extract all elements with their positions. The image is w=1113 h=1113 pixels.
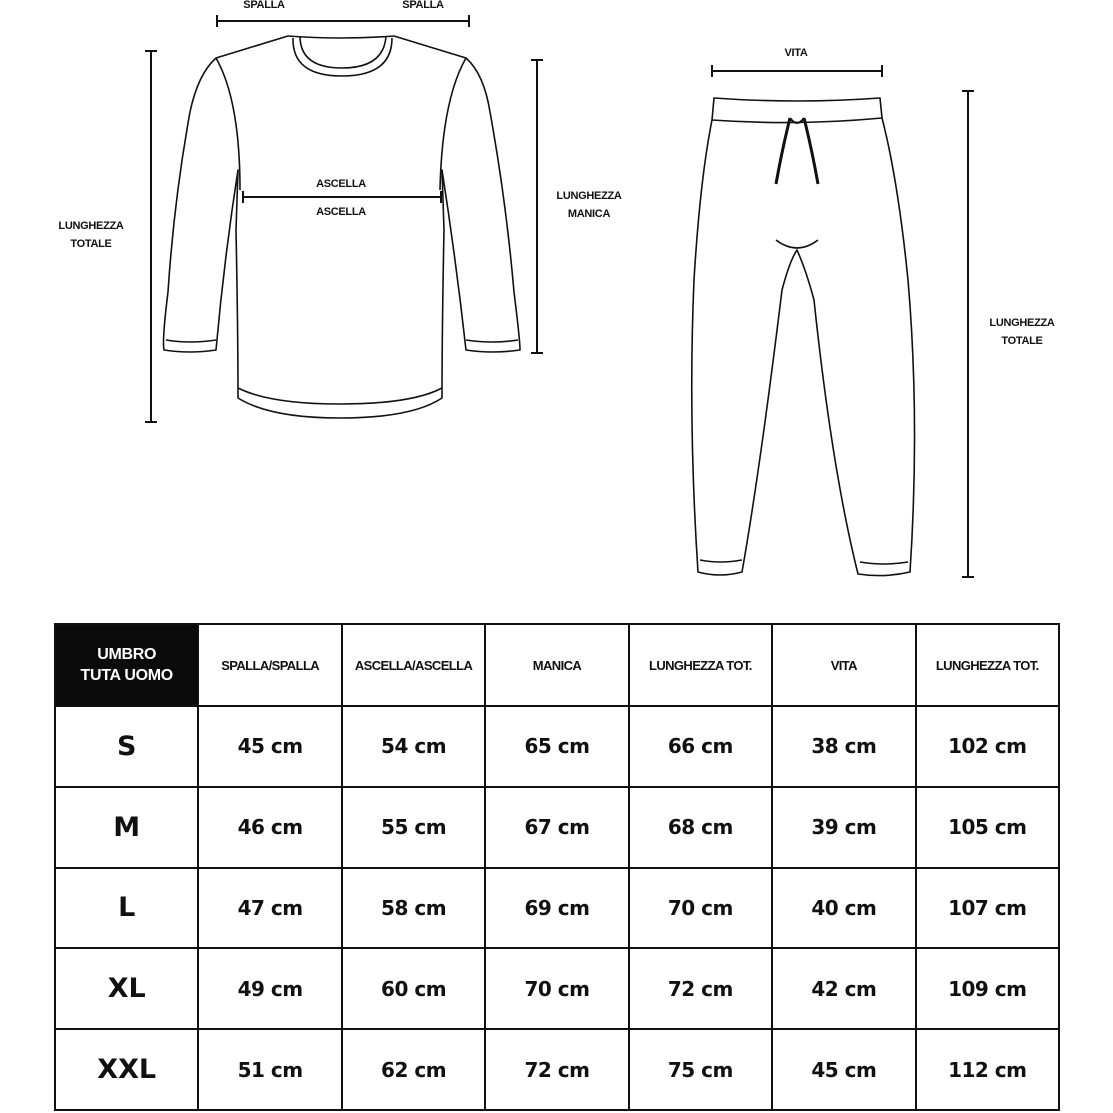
value-cell: 45 cm (772, 1029, 915, 1110)
size-cell: S (55, 706, 198, 787)
sweatshirt-collar (288, 36, 394, 38)
value-cell: 65 cm (485, 706, 628, 787)
value-cell: 107 cm (916, 868, 1059, 949)
size-cell: XL (55, 948, 198, 1029)
size-cell: XXL (55, 1029, 198, 1110)
shoulder-label-right: SPALLA (402, 0, 444, 11)
value-cell: 105 cm (916, 787, 1059, 868)
value-cell: 58 cm (342, 868, 485, 949)
header-shoulder: SPALLA/SPALLA (198, 624, 341, 706)
header-waist: VITA (772, 624, 915, 706)
value-cell: 70 cm (629, 868, 772, 949)
sweatshirt-outline (164, 36, 521, 418)
value-cell: 109 cm (916, 948, 1059, 1029)
sweatshirt-drawing (164, 36, 521, 418)
brand-header-cell: UMBRO TUTA UOMO (55, 624, 198, 706)
value-cell: 55 cm (342, 787, 485, 868)
table-row (55, 868, 1059, 949)
value-cell: 40 cm (772, 868, 915, 949)
table-row (55, 706, 1059, 787)
size-cell: M (55, 787, 198, 868)
value-cell: 69 cm (485, 868, 628, 949)
value-cell: 68 cm (629, 787, 772, 868)
value-cell: 54 cm (342, 706, 485, 787)
table-row (55, 948, 1059, 1029)
value-cell: 102 cm (916, 706, 1059, 787)
pants-outline (692, 118, 915, 576)
shoulder-label-left: SPALLA (243, 0, 285, 11)
value-cell: 60 cm (342, 948, 485, 1029)
table-row (55, 1029, 1059, 1110)
table-row (55, 787, 1059, 868)
header-pants-length: LUNGHEZZA TOT. (916, 624, 1059, 706)
header-top-length: LUNGHEZZA TOT. (629, 624, 772, 706)
value-cell: 39 cm (772, 787, 915, 868)
armpit-label-bottom: ASCELLA (316, 206, 366, 218)
size-cell: L (55, 868, 198, 949)
pants-measure-lines (712, 65, 974, 577)
value-cell: 62 cm (342, 1029, 485, 1110)
value-cell: 75 cm (629, 1029, 772, 1110)
value-cell: 66 cm (629, 706, 772, 787)
pants-total-length-label: LUNGHEZZA TOTALE (989, 317, 1055, 347)
pants-drawing (692, 98, 915, 576)
value-cell: 45 cm (198, 706, 341, 787)
armpit-label-top: ASCELLA (316, 178, 366, 190)
value-cell: 112 cm (916, 1029, 1059, 1110)
value-cell: 49 cm (198, 948, 341, 1029)
size-chart-table (54, 623, 1060, 1111)
value-cell: 38 cm (772, 706, 915, 787)
value-cell: 67 cm (485, 787, 628, 868)
pants-drawstring (776, 118, 790, 184)
table-header-row (55, 624, 1059, 706)
value-cell: 70 cm (485, 948, 628, 1029)
header-armpit: ASCELLA/ASCELLA (342, 624, 485, 706)
value-cell: 47 cm (198, 868, 341, 949)
shirt-total-length-label: LUNGHEZZA TOTALE (58, 220, 124, 250)
value-cell: 46 cm (198, 787, 341, 868)
value-cell: 51 cm (198, 1029, 341, 1110)
pants-waistband (712, 98, 882, 123)
value-cell: 72 cm (629, 948, 772, 1029)
sleeve-length-label: LUNGHEZZA MANICA (556, 190, 622, 220)
waist-label: VITA (784, 47, 808, 59)
header-sleeve: MANICA (485, 624, 628, 706)
value-cell: 42 cm (772, 948, 915, 1029)
value-cell: 72 cm (485, 1029, 628, 1110)
